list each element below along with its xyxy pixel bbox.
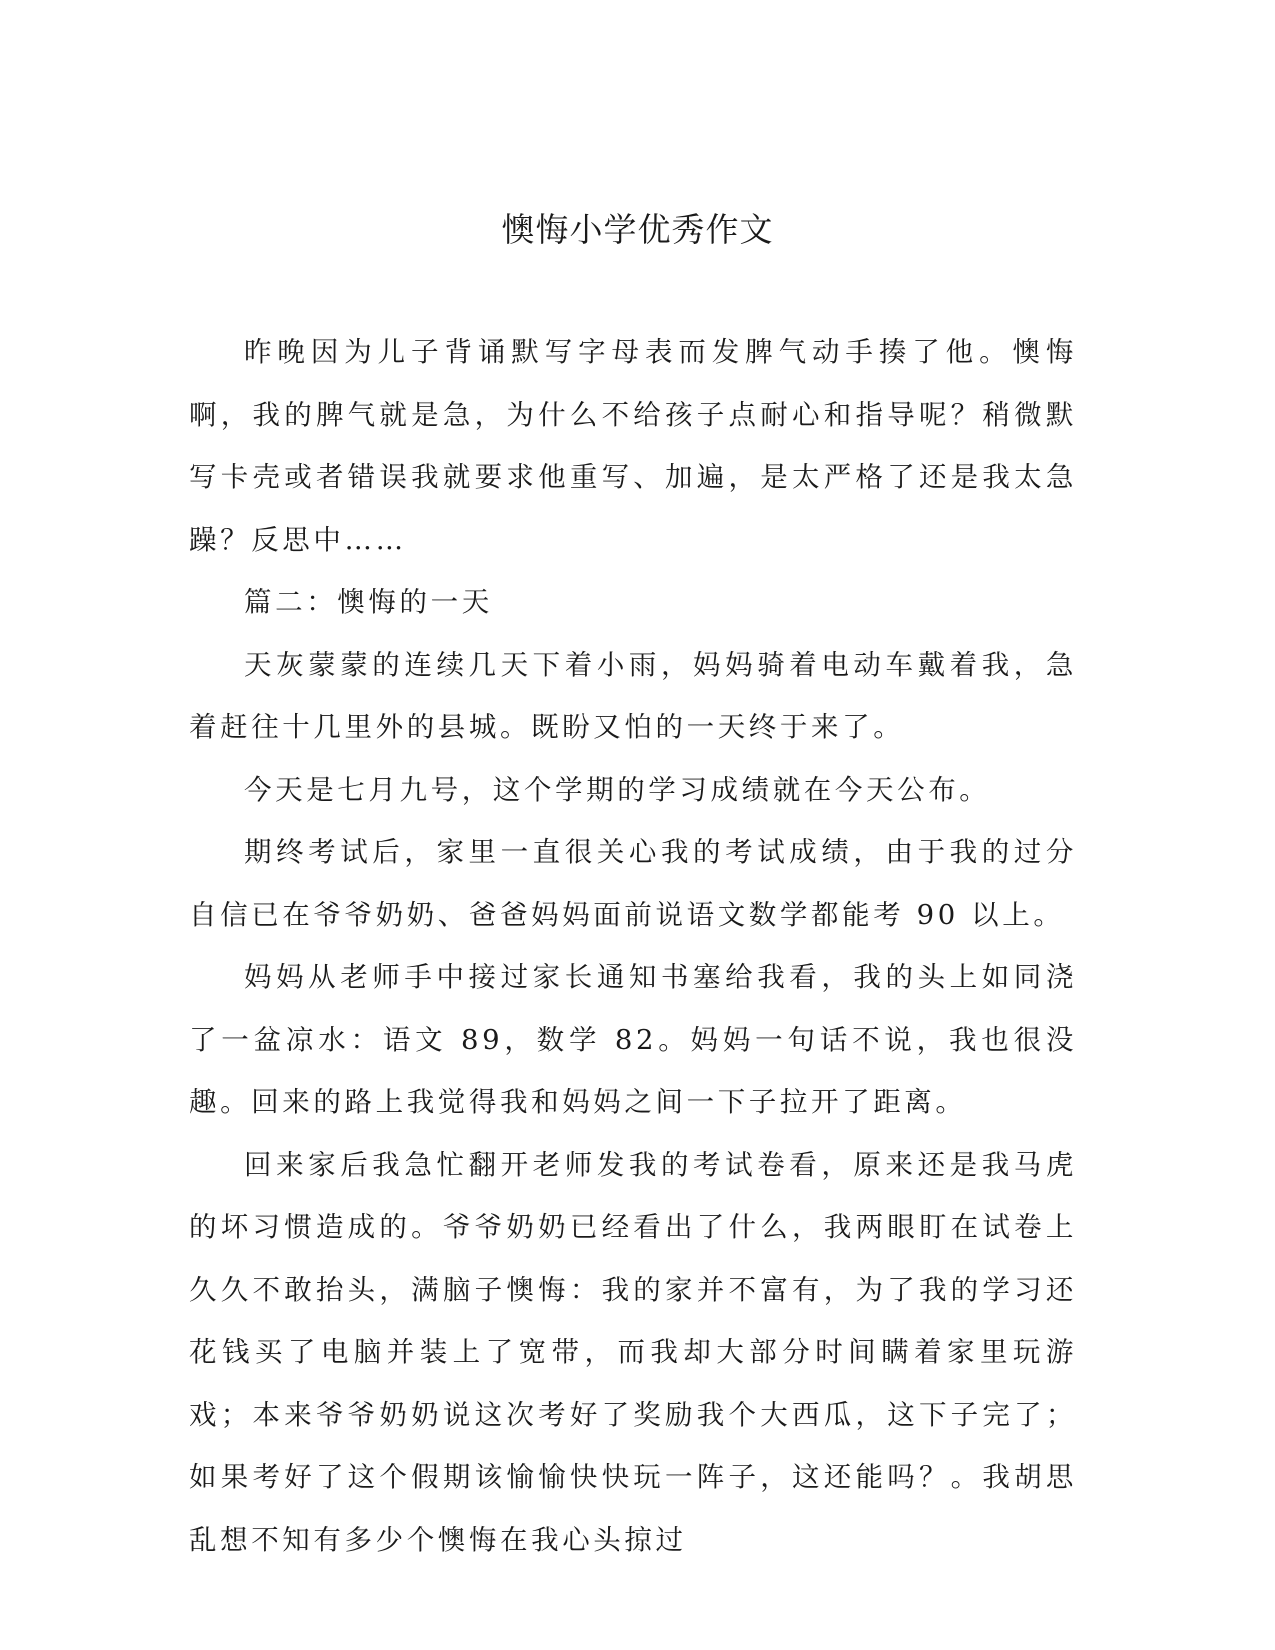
section-heading: 篇二：懊悔的一天 bbox=[244, 586, 493, 618]
document-title: 懊悔小学优秀作文 bbox=[501, 210, 774, 249]
paragraph: 天灰蒙蒙的连续几天下着小雨，妈妈骑着电动车戴着我，急着赶往十几里外的县城。既盼又怕的一天终于来了。 bbox=[189, 648, 1077, 743]
paragraph: 期终考试后，家里一直很关心我的考试成绩，由于我的过分自信已在爷爷奶奶、爸爸妈妈面前说语文数学都能考 90 以上。 bbox=[189, 836, 1077, 931]
paragraph: 昨晚因为儿子背诵默写字母表而发脾气动手揍了他。懊悔啊，我的脾气就是急，为什么不给孩子点耐心和指导呢？稍微默写卡壳或者错误我就要求他重写、加遍，是太严格了还是我太急躁？反思中…… bbox=[189, 336, 1077, 556]
paragraph: 妈妈从老师手中接过家长通知书塞给我看，我的头上如同浇了一盆凉水：语文 89，数学 82。妈妈一句话不说，我也很没趣。回来的路上我觉得我和妈妈之间一下子拉开了距离。 bbox=[189, 961, 1077, 1118]
document-body bbox=[189, 321, 1077, 1571]
paragraph: 今天是七月九号，这个学期的学习成绩就在今天公布。 bbox=[244, 773, 991, 806]
paragraph: 回来家后我急忙翻开老师发我的考试卷看，原来还是我马虎的坏习惯造成的。爷爷奶奶已经看出了什么，我两眼盯在试卷上久久不敢抬头，满脑子懊悔：我的家并不富有，为了我的学习还花钱买了电脑并装上了宽带，而我却大部分时间瞒着家里玩游戏；本来爷爷奶奶说这次考好了奖励我个大西瓜，这下子完了；如果考好了这个假期该愉愉快快玩一阵子，这还能吗？。我胡思乱想不知有多少个懊悔在我心头掠过 bbox=[189, 1148, 1077, 1556]
